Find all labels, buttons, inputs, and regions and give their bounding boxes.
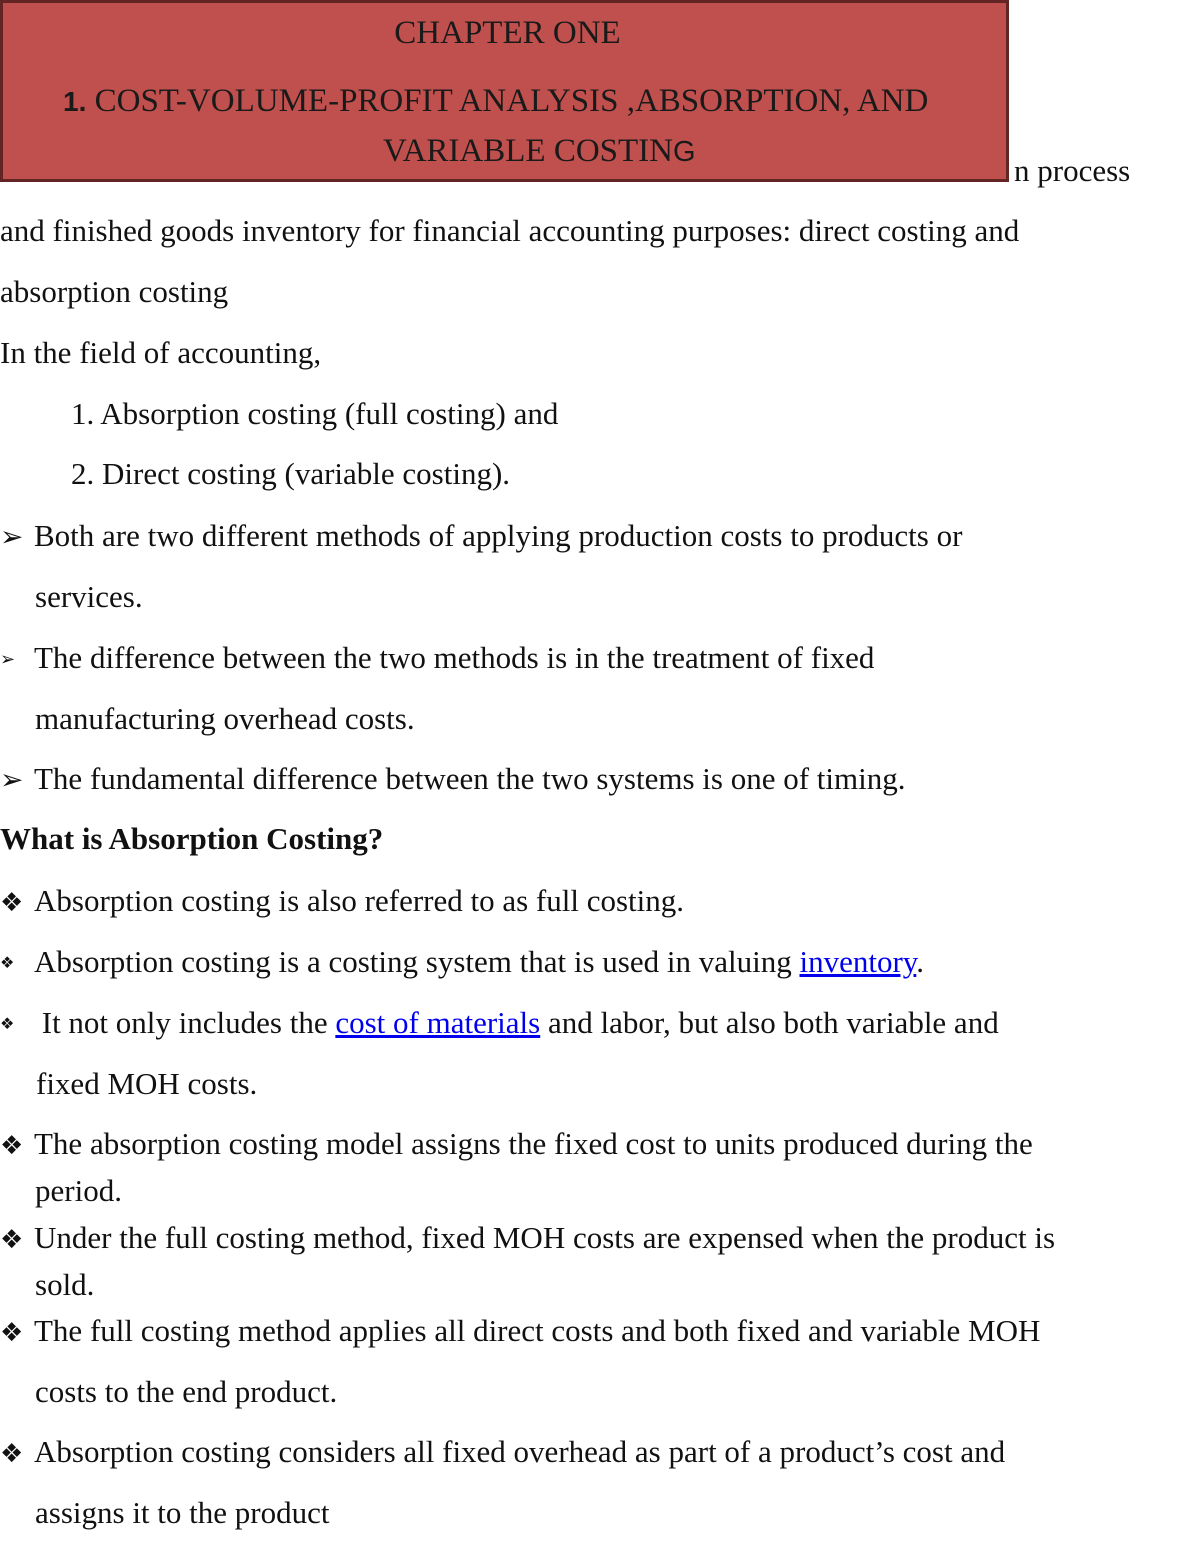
diamond-bullet-icon: ❖ (0, 1131, 24, 1161)
arrow-bullet-1-cont: services. (35, 579, 143, 614)
diamond-bullet-6-cont: costs to the end product. (35, 1374, 338, 1409)
arrow-bullet-2-text: The difference between the two methods is in the treatment of fixed (34, 640, 875, 675)
diamond-bullet-5-cont: sold. (35, 1267, 95, 1302)
arrow-bullet-3 (0, 763, 905, 794)
diamond-bullet-1-text: Absorption costing is also referred to as full costing. (34, 883, 685, 918)
diamond-bullet-6-text: The full costing method applies all direct costs and both fixed and variable MOH (34, 1313, 1041, 1348)
diamond-bullet-2-text: Absorption costing is a costing system that is used in valuing (34, 944, 800, 979)
chapter-title-line1 (63, 83, 928, 120)
chapter-title-text2-tail: G (673, 136, 696, 168)
arrow-bullet-2 (0, 642, 874, 673)
diamond-bullet-3-end: and labor, but also both variable and (540, 1005, 999, 1040)
diamond-bullet-3-text: It not only includes the (34, 1005, 336, 1040)
arrow-bullet-icon: ➢ (0, 520, 24, 553)
arrow-bullet-1 (0, 520, 962, 551)
diamond-bullet-6 (0, 1315, 1040, 1346)
intro-line4: In the field of accounting, (0, 335, 322, 370)
arrow-bullet-icon: ➢ (0, 649, 16, 670)
diamond-bullet-5 (0, 1222, 1055, 1253)
arrow-bullet-3-text: The fundamental difference between the two systems is one of timing. (34, 761, 906, 796)
numbered-item-2: 2. Direct costing (variable costing). (71, 456, 511, 491)
diamond-bullet-1 (0, 885, 684, 916)
diamond-bullet-7-cont: assigns it to the product (35, 1495, 330, 1530)
diamond-bullet-2 (0, 946, 924, 977)
diamond-bullet-icon: ❖ (0, 1318, 24, 1348)
diamond-bullet-icon: ❖ (0, 1014, 15, 1033)
diamond-bullet-4-text: The absorption costing model assigns the fixed cost to units produced during the (34, 1126, 1033, 1161)
diamond-bullet-2-end: . (916, 944, 925, 979)
diamond-bullet-4-cont: period. (35, 1173, 122, 1208)
diamond-bullet-icon: ❖ (0, 953, 15, 972)
arrow-bullet-icon: ➢ (0, 763, 24, 796)
chapter-title-text2: VARIABLE COSTIN (383, 133, 673, 169)
section-heading: What is Absorption Costing? (0, 821, 384, 856)
cost-of-materials-link[interactable]: cost of materials (335, 1005, 541, 1040)
chapter-title-number: 1. (63, 86, 87, 117)
diamond-bullet-5-text: Under the full costing method, fixed MOH costs are expensed when the product is (34, 1220, 1056, 1255)
arrow-bullet-1-text: Both are two different methods of applying production costs to products or (34, 518, 963, 553)
diamond-bullet-3 (0, 1007, 999, 1038)
diamond-bullet-7-text: Absorption costing considers all fixed overhead as part of a product’s cost and (34, 1434, 1006, 1469)
intro-line1-tail: n process (1014, 153, 1131, 188)
diamond-bullet-3-cont: fixed MOH costs. (36, 1066, 258, 1101)
diamond-bullet-7 (0, 1436, 1005, 1467)
diamond-bullet-icon: ❖ (0, 1439, 24, 1469)
diamond-bullet-4 (0, 1128, 1033, 1159)
chapter-title-text1: COST-VOLUME-PROFIT ANALYSIS ,ABSORPTION, AND (86, 83, 929, 119)
diamond-bullet-icon: ❖ (0, 888, 24, 918)
inventory-link[interactable]: inventory (799, 944, 917, 979)
diamond-bullet-icon: ❖ (0, 1225, 24, 1255)
intro-line2: and finished goods inventory for financial accounting purposes: direct costing and (0, 213, 1020, 248)
chapter-banner (0, 0, 1009, 182)
arrow-bullet-2-cont: manufacturing overhead costs. (35, 701, 415, 736)
numbered-item-1: 1. Absorption costing (full costing) and (71, 396, 559, 431)
intro-line3: absorption costing (0, 274, 229, 309)
chapter-label: CHAPTER ONE (394, 15, 621, 51)
chapter-title-line2 (383, 133, 696, 170)
